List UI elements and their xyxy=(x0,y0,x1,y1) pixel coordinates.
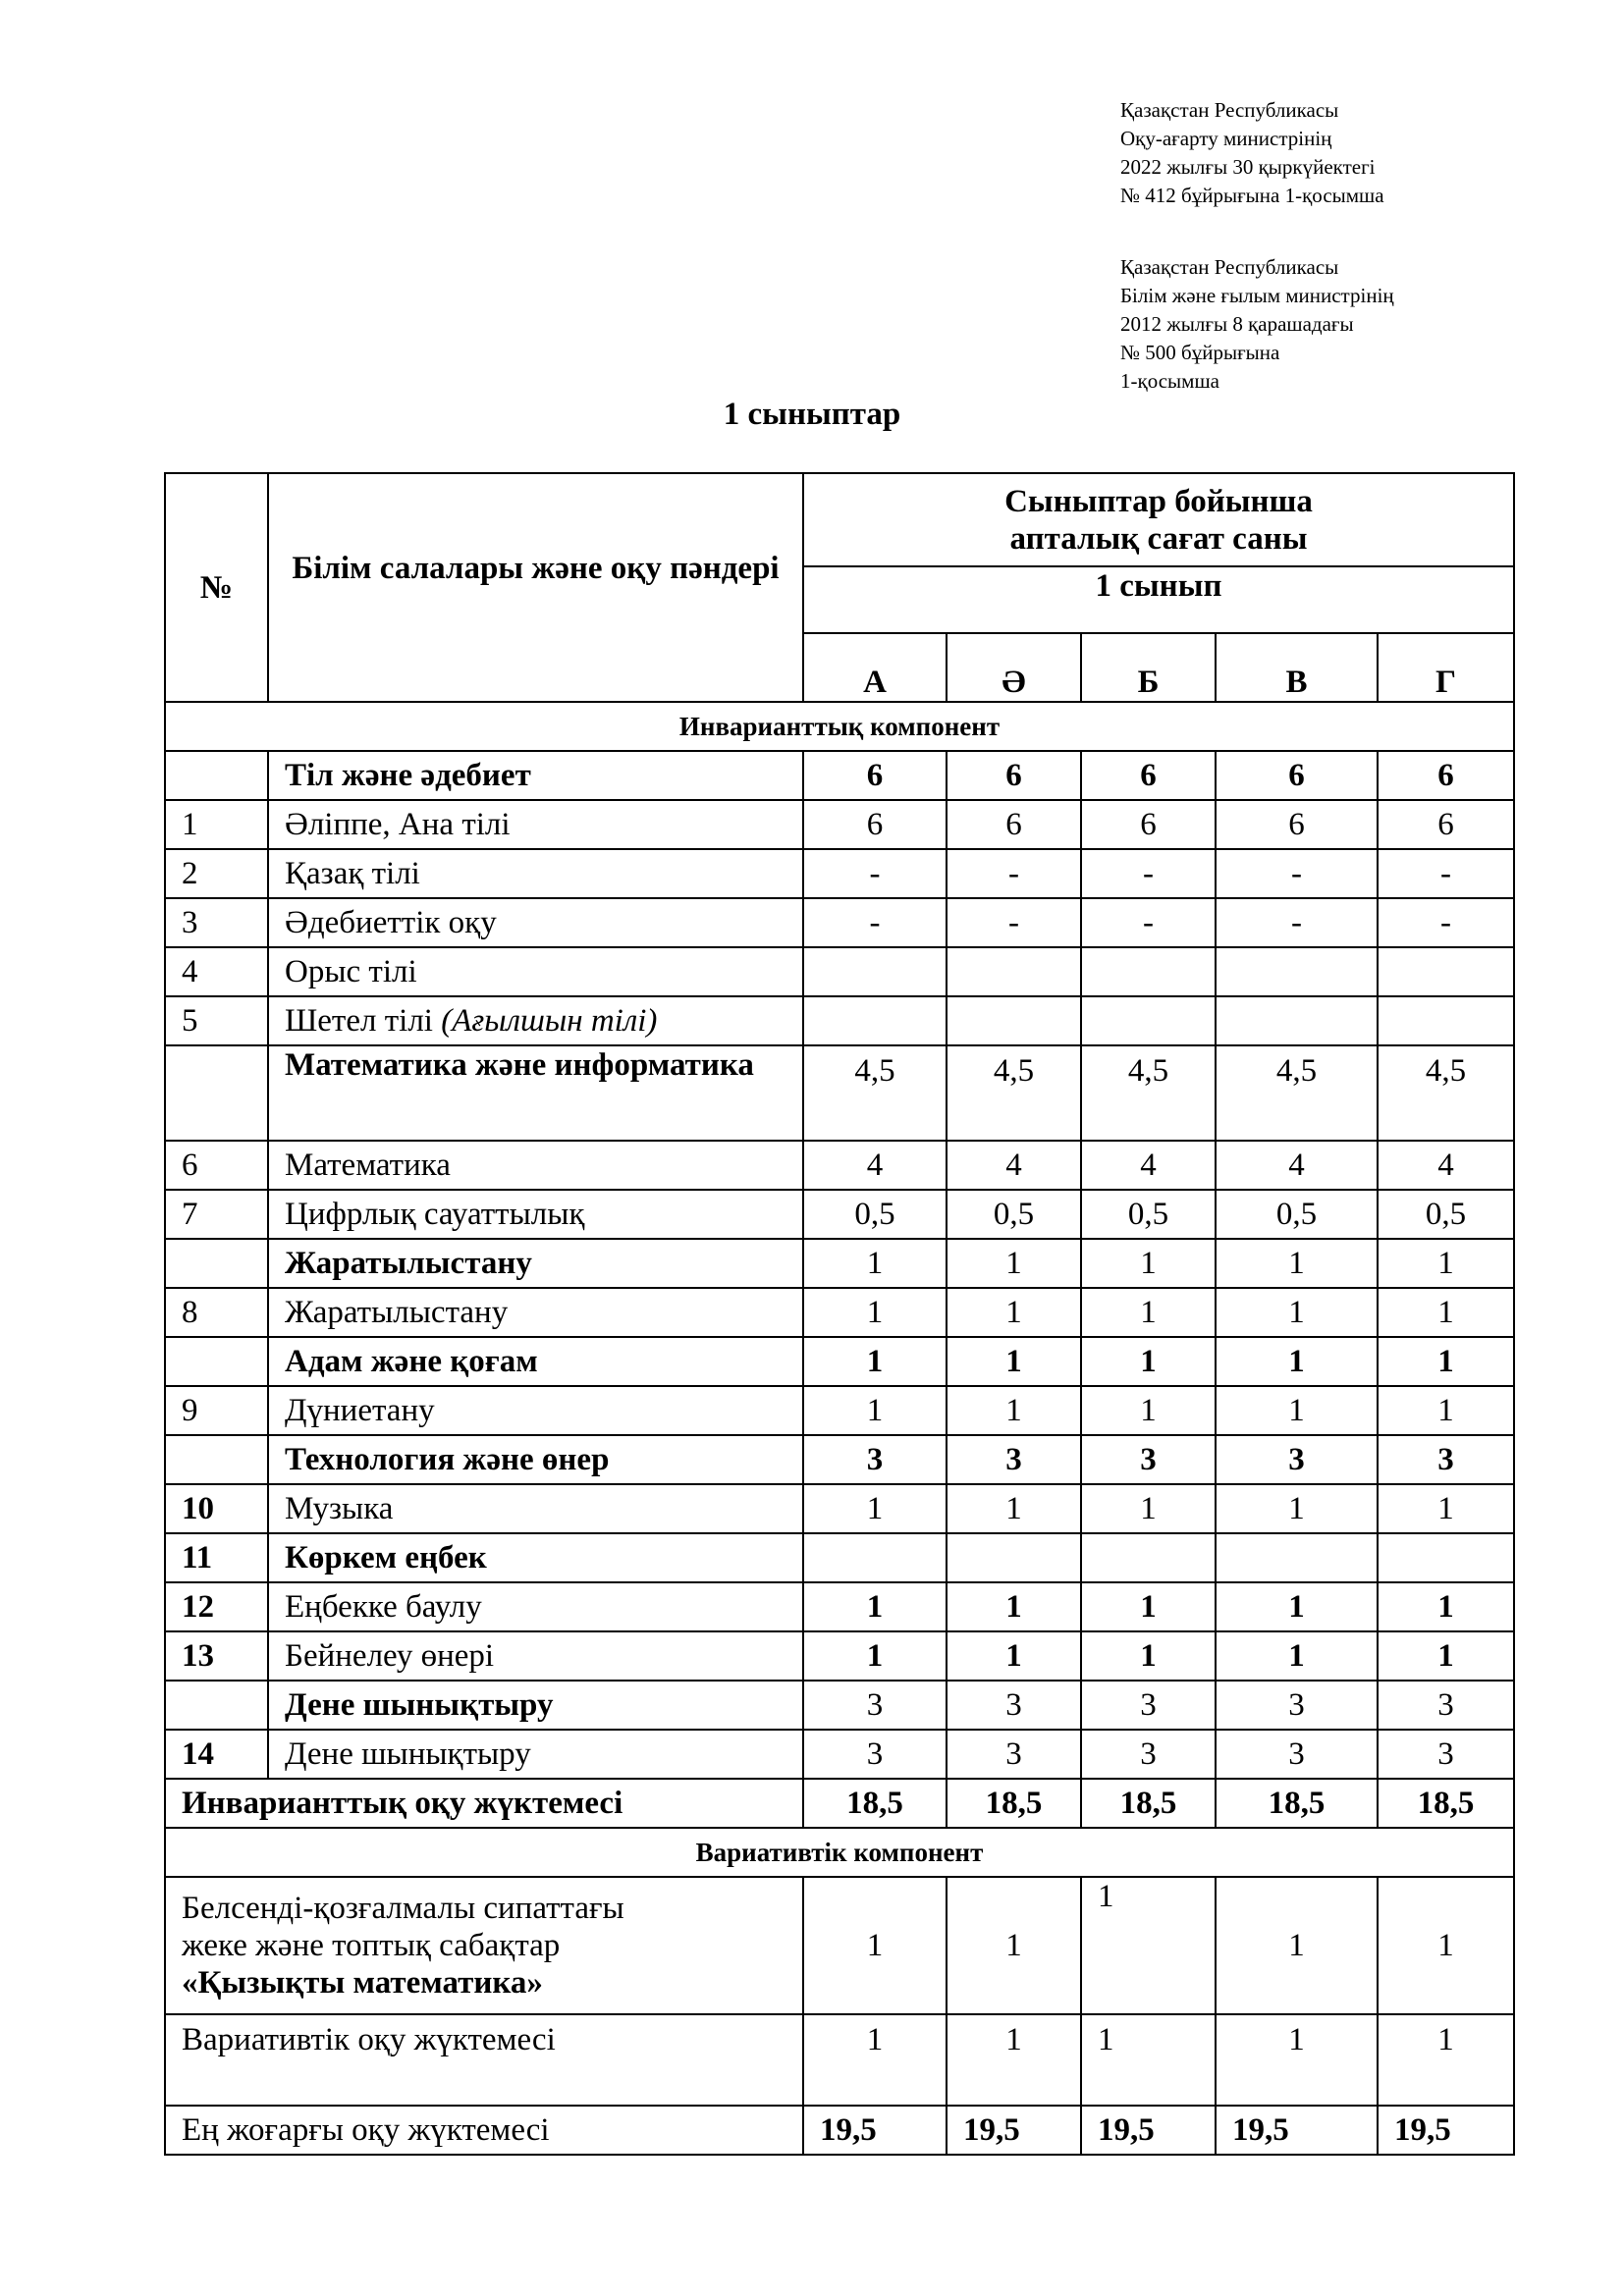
total-cell: 18,5 xyxy=(1081,1779,1216,1828)
subject-row xyxy=(165,1386,1514,1435)
hours-cell: 1 xyxy=(1378,1288,1514,1337)
approval-note-2012 xyxy=(1120,253,1394,396)
subject-name xyxy=(268,849,803,898)
total-cell: 19,5 xyxy=(1081,2106,1216,2155)
subject-name-text: Математика xyxy=(285,1148,451,1183)
subject-row xyxy=(165,1337,1514,1386)
hours-cell xyxy=(947,947,1081,996)
subject-row xyxy=(165,898,1514,947)
hours-cell: 1 xyxy=(947,1631,1081,1681)
hours-cell: 0,5 xyxy=(1081,1190,1216,1239)
hours-cell: - xyxy=(1378,849,1514,898)
hours-cell xyxy=(947,996,1081,1045)
class-header: Г xyxy=(1378,633,1514,702)
row-number xyxy=(165,1337,268,1386)
total-label: Инварианттық оқу жүктемесі xyxy=(165,1779,803,1828)
subject-name xyxy=(268,751,803,800)
hours-cell: 1 xyxy=(1378,1631,1514,1681)
hours-cell: 4 xyxy=(1081,1141,1216,1190)
hours-cell: 1 xyxy=(1378,1582,1514,1631)
hours-cell xyxy=(1216,996,1378,1045)
row-number: 10 xyxy=(165,1484,268,1533)
total-cell: 1 xyxy=(947,2014,1081,2106)
total-cell: 19,5 xyxy=(803,2106,947,2155)
hours-cell: 1 xyxy=(803,1239,947,1288)
hours-cell xyxy=(1081,1533,1216,1582)
num-header: № xyxy=(165,473,268,702)
hours-cell: 3 xyxy=(1216,1435,1378,1484)
hours-cell: 6 xyxy=(947,751,1081,800)
subject-row xyxy=(165,1045,1514,1141)
subject-row xyxy=(165,1288,1514,1337)
row-number: 5 xyxy=(165,996,268,1045)
hours-cell: 0,5 xyxy=(803,1190,947,1239)
header-row xyxy=(165,473,1514,566)
class-header: В xyxy=(1216,633,1378,702)
hours-cell: 4,5 xyxy=(1378,1045,1514,1141)
row-number: 8 xyxy=(165,1288,268,1337)
hours-cell: - xyxy=(1216,898,1378,947)
subject-name xyxy=(268,1533,803,1582)
total-cell: 19,5 xyxy=(1216,2106,1378,2155)
hours-cell: 1 xyxy=(1378,1337,1514,1386)
variative-section-title: Вариативтік компонент xyxy=(165,1828,1514,1877)
subject-name-note: (Ағылшын тілі) xyxy=(441,1003,658,1039)
hours-cell: 3 xyxy=(803,1435,947,1484)
total-cell: 18,5 xyxy=(1216,1779,1378,1828)
hours-cell: 4,5 xyxy=(947,1045,1081,1141)
hours-cell: 1 xyxy=(947,1337,1081,1386)
hours-cell xyxy=(1378,947,1514,996)
invariant-total-row xyxy=(165,1779,1514,1828)
hours-cell: 1 xyxy=(1378,1484,1514,1533)
hours-cell: 6 xyxy=(1378,800,1514,849)
hours-cell: 1 xyxy=(1216,1877,1378,2014)
hours-cell: 0,5 xyxy=(947,1190,1081,1239)
subject-row xyxy=(165,1141,1514,1190)
total-label: Ең жоғарғы оқу жүктемесі xyxy=(165,2106,803,2155)
note-line: Қазақстан Республикасы xyxy=(1120,255,1339,279)
hours-cell: - xyxy=(1378,898,1514,947)
variative-subject xyxy=(165,1877,803,2014)
subject-name-text: Жаратылыстану xyxy=(285,1295,509,1330)
subject-name xyxy=(268,898,803,947)
subject-name xyxy=(268,1631,803,1681)
hours-cell xyxy=(803,996,947,1045)
hours-cell: 1 xyxy=(1378,1877,1514,2014)
subject-row xyxy=(165,1484,1514,1533)
hours-cell: 4 xyxy=(947,1141,1081,1190)
row-number xyxy=(165,751,268,800)
hours-cell: 4 xyxy=(803,1141,947,1190)
hours-cell: 3 xyxy=(1378,1730,1514,1779)
hours-cell: 4 xyxy=(1378,1141,1514,1190)
approval-note-2022 xyxy=(1120,96,1384,210)
row-number: 4 xyxy=(165,947,268,996)
subject-row xyxy=(165,751,1514,800)
hours-cell: 1 xyxy=(1081,1288,1216,1337)
hours-cell: 1 xyxy=(1081,1877,1216,2014)
subject-name-text: Технология және өнер xyxy=(285,1442,610,1477)
subject-name xyxy=(268,1288,803,1337)
subject-name xyxy=(268,800,803,849)
subject-name xyxy=(268,1141,803,1190)
hours-cell: 1 xyxy=(803,1484,947,1533)
subject-name xyxy=(268,947,803,996)
subject-name-text: Бейнелеу өнері xyxy=(285,1638,495,1674)
variative-subject-line: жеке және топтық сабақтар xyxy=(182,1928,561,1963)
subject-row xyxy=(165,1681,1514,1730)
hours-cell: 3 xyxy=(1378,1435,1514,1484)
section-row xyxy=(165,1828,1514,1877)
hours-header xyxy=(803,473,1514,566)
hours-cell: 1 xyxy=(947,1582,1081,1631)
curriculum-table xyxy=(164,472,1515,2156)
section-row xyxy=(165,702,1514,751)
hours-cell: 3 xyxy=(947,1730,1081,1779)
hours-cell: 1 xyxy=(1081,1582,1216,1631)
subject-name-text: Музыка xyxy=(285,1491,394,1526)
subject-name-text: Математика және информатика xyxy=(285,1047,754,1083)
class-header: А xyxy=(803,633,947,702)
hours-cell: 3 xyxy=(1378,1681,1514,1730)
hours-cell: 1 xyxy=(1378,1386,1514,1435)
total-cell: 19,5 xyxy=(1378,2106,1514,2155)
hours-cell: 1 xyxy=(1216,1239,1378,1288)
subject-row xyxy=(165,1631,1514,1681)
subject-name-text: Қазақ тілі xyxy=(285,856,420,891)
row-number: 7 xyxy=(165,1190,268,1239)
hours-cell: 1 xyxy=(1081,1484,1216,1533)
hours-cell: 4,5 xyxy=(803,1045,947,1141)
subject-row xyxy=(165,947,1514,996)
hours-cell: 1 xyxy=(947,1288,1081,1337)
hours-cell: 3 xyxy=(803,1730,947,1779)
subject-row xyxy=(165,1730,1514,1779)
note-line: № 500 бұйрығына xyxy=(1120,341,1280,364)
total-cell: 19,5 xyxy=(947,2106,1081,2155)
hours-cell: 1 xyxy=(803,1582,947,1631)
hours-cell: 3 xyxy=(1081,1730,1216,1779)
hours-cell: - xyxy=(1081,898,1216,947)
subject-name xyxy=(268,1582,803,1631)
hours-cell: 6 xyxy=(947,800,1081,849)
hours-cell xyxy=(1378,996,1514,1045)
class-header: Ә xyxy=(947,633,1081,702)
note-line: Қазақстан Республикасы xyxy=(1120,98,1339,122)
hours-cell: 1 xyxy=(1216,1288,1378,1337)
hours-cell: 1 xyxy=(947,1877,1081,2014)
subject-row xyxy=(165,1435,1514,1484)
subject-name-text: Дене шынықтыру xyxy=(285,1736,531,1772)
row-number: 9 xyxy=(165,1386,268,1435)
subject-name-text: Дүниетану xyxy=(285,1393,435,1428)
hours-cell: - xyxy=(803,849,947,898)
note-line: Оқу-ағарту министрінің xyxy=(1120,127,1332,150)
subject-name xyxy=(268,1190,803,1239)
subject-name-text: Шетел тілі xyxy=(285,1003,442,1039)
row-number: 11 xyxy=(165,1533,268,1582)
hours-cell: 6 xyxy=(1081,751,1216,800)
hours-cell: - xyxy=(947,849,1081,898)
hours-cell: 1 xyxy=(1378,1239,1514,1288)
hours-cell: 0,5 xyxy=(1378,1190,1514,1239)
grade-header: 1 сынып xyxy=(803,566,1514,633)
total-cell: 18,5 xyxy=(1378,1779,1514,1828)
hours-cell: 6 xyxy=(1216,800,1378,849)
hours-header-line: Сыныптар бойынша xyxy=(1004,483,1313,519)
hours-cell: 1 xyxy=(947,1386,1081,1435)
hours-cell: 1 xyxy=(1216,1337,1378,1386)
note-line: 2022 жылғы 30 қыркүйектегі xyxy=(1120,155,1376,179)
total-cell: 18,5 xyxy=(947,1779,1081,1828)
row-number: 1 xyxy=(165,800,268,849)
total-cell: 1 xyxy=(1378,2014,1514,2106)
subject-row xyxy=(165,1533,1514,1582)
row-number xyxy=(165,1681,268,1730)
hours-cell: - xyxy=(947,898,1081,947)
variative-subject-line: «Қызықты математика» xyxy=(182,1965,543,2001)
hours-cell: 3 xyxy=(1081,1681,1216,1730)
hours-cell: 1 xyxy=(1081,1631,1216,1681)
subject-name-text: Әліппе, Ана тілі xyxy=(285,807,511,842)
hours-cell: 1 xyxy=(803,1288,947,1337)
subject-name xyxy=(268,1730,803,1779)
hours-cell: - xyxy=(1081,849,1216,898)
subject-header: Білім салалары және оқу пәндері xyxy=(268,473,803,702)
subject-row xyxy=(165,1582,1514,1631)
hours-cell: 1 xyxy=(1216,1582,1378,1631)
total-cell: 1 xyxy=(803,2014,947,2106)
hours-cell: - xyxy=(1216,849,1378,898)
hours-cell: 3 xyxy=(947,1681,1081,1730)
max-total-row xyxy=(165,2106,1514,2155)
hours-cell: 1 xyxy=(947,1239,1081,1288)
hours-cell xyxy=(1216,947,1378,996)
row-number: 3 xyxy=(165,898,268,947)
hours-cell: 6 xyxy=(803,800,947,849)
subject-name xyxy=(268,1337,803,1386)
row-number xyxy=(165,1435,268,1484)
subject-row xyxy=(165,996,1514,1045)
hours-cell: 3 xyxy=(1216,1730,1378,1779)
class-header: Б xyxy=(1081,633,1216,702)
hours-cell xyxy=(803,947,947,996)
hours-cell xyxy=(1081,947,1216,996)
variative-row xyxy=(165,1877,1514,2014)
total-label: Вариативтік оқу жүктемесі xyxy=(165,2014,803,2106)
variative-total-row xyxy=(165,2014,1514,2106)
subject-name-text: Адам және қоғам xyxy=(285,1344,538,1379)
subject-name-text: Жаратылыстану xyxy=(285,1246,532,1281)
row-number: 14 xyxy=(165,1730,268,1779)
subject-name xyxy=(268,1045,803,1141)
hours-cell xyxy=(803,1533,947,1582)
hours-cell: 1 xyxy=(1081,1239,1216,1288)
row-number xyxy=(165,1239,268,1288)
total-cell: 1 xyxy=(1081,2014,1216,2106)
note-line: Білім және ғылым министрінің xyxy=(1120,284,1394,307)
hours-cell xyxy=(1081,996,1216,1045)
subject-name xyxy=(268,1239,803,1288)
hours-cell: 1 xyxy=(1216,1631,1378,1681)
document-title: 1 сыныптар xyxy=(723,397,901,432)
subject-row xyxy=(165,1190,1514,1239)
hours-header-line: апталық сағат саны xyxy=(1009,520,1308,557)
hours-cell xyxy=(947,1533,1081,1582)
hours-cell: 3 xyxy=(947,1435,1081,1484)
row-number: 2 xyxy=(165,849,268,898)
hours-cell: 0,5 xyxy=(1216,1190,1378,1239)
hours-cell: 1 xyxy=(803,1386,947,1435)
hours-cell: 1 xyxy=(1081,1337,1216,1386)
hours-cell: 1 xyxy=(803,1877,947,2014)
hours-cell: 4,5 xyxy=(1081,1045,1216,1141)
hours-cell: 1 xyxy=(1081,1386,1216,1435)
hours-cell: - xyxy=(803,898,947,947)
hours-cell: 1 xyxy=(947,1484,1081,1533)
total-cell: 1 xyxy=(1216,2014,1378,2106)
subject-name-text: Көркем еңбек xyxy=(285,1540,487,1575)
hours-cell: 3 xyxy=(803,1681,947,1730)
note-line: 2012 жылғы 8 қарашадағы xyxy=(1120,312,1354,336)
hours-cell: 3 xyxy=(1081,1435,1216,1484)
hours-cell: 3 xyxy=(1216,1681,1378,1730)
hours-cell: 6 xyxy=(803,751,947,800)
subject-name xyxy=(268,1386,803,1435)
row-number: 6 xyxy=(165,1141,268,1190)
hours-cell: 6 xyxy=(1216,751,1378,800)
hours-cell: 1 xyxy=(803,1631,947,1681)
hours-cell: 4,5 xyxy=(1216,1045,1378,1141)
subject-row xyxy=(165,800,1514,849)
note-line: 1-қосымша xyxy=(1120,369,1219,393)
subject-name xyxy=(268,996,803,1045)
subject-name xyxy=(268,1484,803,1533)
hours-cell: 6 xyxy=(1081,800,1216,849)
subject-name-text: Орыс тілі xyxy=(285,954,417,989)
subject-name-text: Әдебиеттік оқу xyxy=(285,905,497,940)
subject-name-text: Цифрлық сауаттылық xyxy=(285,1197,585,1232)
subject-row xyxy=(165,1239,1514,1288)
hours-cell xyxy=(1378,1533,1514,1582)
subject-name-text: Тіл және әдебиет xyxy=(285,758,531,793)
variative-subject-line: Белсенді-қозғалмалы сипаттағы xyxy=(182,1891,624,1926)
note-line: № 412 бұйрығына 1-қосымша xyxy=(1120,184,1384,207)
hours-cell xyxy=(1216,1533,1378,1582)
hours-cell: 1 xyxy=(1216,1386,1378,1435)
invariant-section-title: Инварианттық компонент xyxy=(165,702,1514,751)
subject-name-text: Еңбекке баулу xyxy=(285,1589,482,1625)
row-number: 12 xyxy=(165,1582,268,1631)
hours-cell: 4 xyxy=(1216,1141,1378,1190)
hours-cell: 1 xyxy=(803,1337,947,1386)
hours-cell: 6 xyxy=(1378,751,1514,800)
hours-cell: 1 xyxy=(1216,1484,1378,1533)
subject-row xyxy=(165,849,1514,898)
subject-name xyxy=(268,1681,803,1730)
row-number: 13 xyxy=(165,1631,268,1681)
subject-name xyxy=(268,1435,803,1484)
subject-name-text: Дене шынықтыру xyxy=(285,1687,554,1723)
total-cell: 18,5 xyxy=(803,1779,947,1828)
row-number xyxy=(165,1045,268,1141)
